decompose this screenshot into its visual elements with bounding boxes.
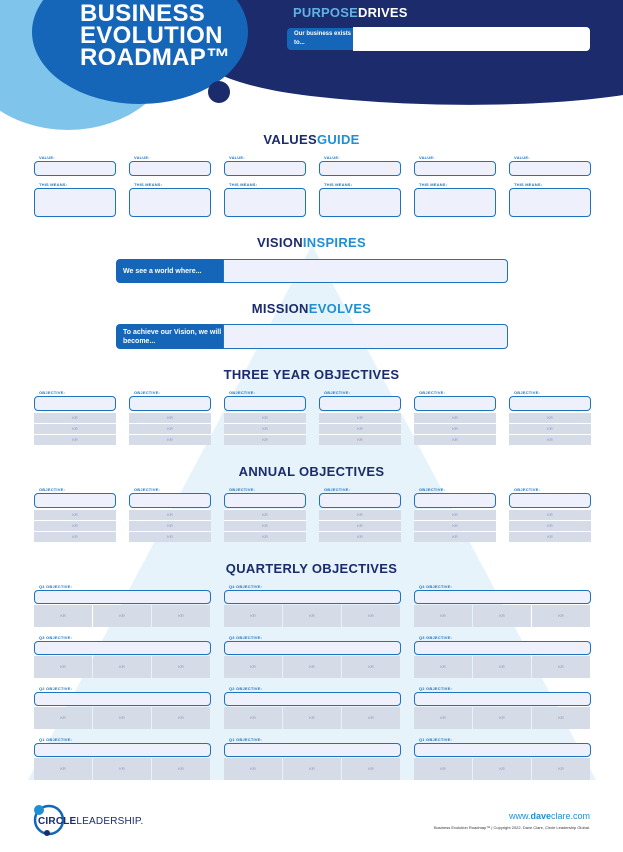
key-result-field[interactable]: KR [342, 656, 400, 678]
quarter-objective-input[interactable] [414, 692, 591, 706]
value-label: VALUE: [39, 155, 55, 160]
footer-url[interactable]: www.daveclare.com [508, 811, 590, 821]
quarter-objective-input[interactable] [34, 692, 211, 706]
title-line-3: ROADMAP™ [80, 44, 231, 71]
key-result-field[interactable]: KR [532, 605, 590, 627]
key-result-field[interactable]: KR [414, 434, 496, 445]
objective-input[interactable] [34, 396, 116, 411]
key-result-field[interactable]: KR [224, 531, 306, 542]
vision-input[interactable] [223, 259, 508, 283]
key-result-field[interactable]: KR [509, 520, 591, 531]
quarter-objective-input[interactable] [414, 641, 591, 655]
key-result-field[interactable]: KR [319, 531, 401, 542]
quarter-objective-input[interactable] [34, 743, 211, 757]
objective-label: OBJECTIVE: [514, 487, 541, 492]
value-input[interactable] [509, 161, 591, 176]
means-label: THIS MEANS: [229, 182, 258, 187]
key-result-field[interactable]: KR [224, 423, 306, 434]
key-result-field[interactable]: KR [224, 509, 306, 520]
title-line-2: EVOLUTION [80, 22, 223, 49]
key-result-field[interactable]: KR [129, 520, 211, 531]
means-label: THIS MEANS: [39, 182, 68, 187]
mission-input[interactable] [223, 324, 508, 349]
objective-input[interactable] [319, 493, 401, 508]
key-result-field[interactable]: KR [509, 509, 591, 520]
key-result-field[interactable]: KR [414, 758, 472, 780]
key-result-field[interactable]: KR [509, 423, 591, 434]
key-result-field[interactable]: KR [319, 412, 401, 423]
key-result-field[interactable]: KR [152, 758, 210, 780]
objective-label: OBJECTIVE: [419, 390, 446, 395]
quarter-objective-label: Q2 OBJECTIVE: [419, 686, 453, 691]
quarter-objective-label: Q3 OBJECTIVE: [39, 635, 73, 640]
key-result-field[interactable]: KR [319, 434, 401, 445]
key-result-field[interactable]: KR [224, 520, 306, 531]
quarter-objective-input[interactable] [414, 743, 591, 757]
quarter-objective-label: Q2 OBJECTIVE: [39, 686, 73, 691]
means-label: THIS MEANS: [419, 182, 448, 187]
quarter-objective-input[interactable] [34, 641, 211, 655]
key-result-field[interactable]: KR [152, 656, 210, 678]
key-result-field[interactable]: KR [342, 605, 400, 627]
footer-logo: CIRCLELEADERSHIP. [38, 816, 144, 827]
objective-input[interactable] [129, 493, 211, 508]
means-input[interactable] [129, 188, 211, 217]
key-result-field[interactable]: KR [509, 434, 591, 445]
means-label: THIS MEANS: [324, 182, 353, 187]
objective-input[interactable] [34, 493, 116, 508]
key-result-field[interactable]: KR [319, 520, 401, 531]
quarter-objective-input[interactable] [414, 590, 591, 604]
vision-label: We see a world where... [116, 259, 224, 283]
quarter-objective-input[interactable] [224, 641, 401, 655]
objective-label: OBJECTIVE: [229, 390, 256, 395]
means-input[interactable] [509, 188, 591, 217]
objective-label: OBJECTIVE: [324, 487, 351, 492]
key-result-field[interactable]: KR [319, 423, 401, 434]
key-result-field[interactable]: KR [283, 758, 341, 780]
quarter-objective-input[interactable] [224, 590, 401, 604]
quarterly-title: QUARTERLY OBJECTIVES [225, 561, 398, 576]
key-result-field[interactable]: KR [152, 605, 210, 627]
key-result-field[interactable]: KR [283, 656, 341, 678]
key-result-field[interactable]: KR [129, 412, 211, 423]
objective-input[interactable] [129, 396, 211, 411]
purpose-title: PURPOSEDRIVES [293, 5, 408, 20]
key-result-field[interactable]: KR [414, 707, 472, 729]
quarter-objective-label: Q3 OBJECTIVE: [419, 635, 453, 640]
mission-title: MISSIONEVOLVES [251, 301, 372, 316]
key-result-field[interactable]: KR [342, 707, 400, 729]
key-result-field[interactable]: KR [414, 656, 472, 678]
key-result-field[interactable]: KR [319, 509, 401, 520]
value-label: VALUE: [419, 155, 435, 160]
objective-input[interactable] [414, 396, 496, 411]
key-result-field[interactable]: KR [93, 656, 151, 678]
key-result-field[interactable]: KR [34, 605, 92, 627]
key-result-field[interactable]: KR [129, 509, 211, 520]
quarter-objective-label: Q4 OBJECTIVE: [419, 584, 453, 589]
footer-copyright: Business Evolution Roadmap™ | Copyright 2022. Dave Clare, Circle Leadership Global. [433, 825, 590, 830]
key-result-field[interactable]: KR [532, 758, 590, 780]
key-result-field[interactable]: KR [224, 412, 306, 423]
key-result-field[interactable]: KR [509, 531, 591, 542]
purpose-input[interactable] [353, 27, 590, 51]
quarter-objective-label: Q4 OBJECTIVE: [229, 584, 263, 589]
value-input[interactable] [129, 161, 211, 176]
quarter-objective-label: Q1 OBJECTIVE: [229, 737, 263, 742]
mission-label: To achieve our Vision, we will become... [116, 324, 224, 349]
quarter-objective-label: Q4 OBJECTIVE: [39, 584, 73, 589]
title-line-1: BUSINESS [80, 0, 206, 27]
means-label: THIS MEANS: [514, 182, 543, 187]
means-label: THIS MEANS: [134, 182, 163, 187]
value-input[interactable] [34, 161, 116, 176]
means-input[interactable] [224, 188, 306, 217]
key-result-field[interactable]: KR [34, 412, 116, 423]
objective-input[interactable] [509, 493, 591, 508]
key-result-field[interactable]: KR [414, 531, 496, 542]
vision-title: VISIONINSPIRES [257, 235, 366, 250]
quarter-objective-label: Q1 OBJECTIVE: [419, 737, 453, 742]
objective-input[interactable] [509, 396, 591, 411]
value-label: VALUE: [134, 155, 150, 160]
key-result-field[interactable]: KR [532, 707, 590, 729]
key-result-field[interactable]: KR [224, 656, 282, 678]
annual-title: ANNUAL OBJECTIVES [238, 464, 385, 479]
key-result-field[interactable]: KR [224, 434, 306, 445]
objective-input[interactable] [319, 396, 401, 411]
key-result-field[interactable]: KR [414, 423, 496, 434]
key-result-field[interactable]: KR [342, 758, 400, 780]
value-label: VALUE: [324, 155, 340, 160]
key-result-field[interactable]: KR [34, 758, 92, 780]
key-result-field[interactable]: KR [34, 509, 116, 520]
objective-label: OBJECTIVE: [514, 390, 541, 395]
objective-input[interactable] [224, 396, 306, 411]
key-result-field[interactable]: KR [34, 434, 116, 445]
value-input[interactable] [224, 161, 306, 176]
key-result-field[interactable]: KR [224, 758, 282, 780]
key-result-field[interactable]: KR [129, 531, 211, 542]
key-result-field[interactable]: KR [414, 509, 496, 520]
means-input[interactable] [34, 188, 116, 217]
value-input[interactable] [414, 161, 496, 176]
key-result-field[interactable]: KR [34, 423, 116, 434]
objective-label: OBJECTIVE: [419, 487, 446, 492]
objective-label: OBJECTIVE: [229, 487, 256, 492]
objective-input[interactable] [224, 493, 306, 508]
key-result-field[interactable]: KR [509, 412, 591, 423]
objective-label: OBJECTIVE: [39, 487, 66, 492]
key-result-field[interactable]: KR [473, 656, 531, 678]
three-year-title: THREE YEAR OBJECTIVES [223, 367, 400, 382]
key-result-field[interactable]: KR [473, 758, 531, 780]
key-result-field[interactable]: KR [93, 707, 151, 729]
key-result-field[interactable]: KR [414, 605, 472, 627]
key-result-field[interactable]: KR [34, 520, 116, 531]
key-result-field[interactable]: KR [34, 531, 116, 542]
key-result-field[interactable]: KR [473, 605, 531, 627]
key-result-field[interactable]: KR [93, 605, 151, 627]
values-title: VALUESGUIDE [263, 132, 360, 147]
key-result-field[interactable]: KR [414, 520, 496, 531]
key-result-field[interactable]: KR [34, 656, 92, 678]
quarter-objective-input[interactable] [34, 590, 211, 604]
key-result-field[interactable]: KR [283, 707, 341, 729]
quarter-objective-input[interactable] [224, 692, 401, 706]
key-result-field[interactable]: KR [532, 656, 590, 678]
key-result-field[interactable]: KR [152, 707, 210, 729]
purpose-label: Our business exists to... [287, 28, 353, 50]
objective-input[interactable] [414, 493, 496, 508]
objective-label: OBJECTIVE: [134, 487, 161, 492]
key-result-field[interactable]: KR [129, 423, 211, 434]
objective-label: OBJECTIVE: [324, 390, 351, 395]
quarter-objective-label: Q3 OBJECTIVE: [229, 635, 263, 640]
quarter-objective-label: Q2 OBJECTIVE: [229, 686, 263, 691]
key-result-field[interactable]: KR [283, 605, 341, 627]
key-result-field[interactable]: KR [414, 412, 496, 423]
objective-label: OBJECTIVE: [39, 390, 66, 395]
key-result-field[interactable]: KR [93, 758, 151, 780]
key-result-field[interactable]: KR [224, 605, 282, 627]
quarter-objective-label: Q1 OBJECTIVE: [39, 737, 73, 742]
key-result-field[interactable]: KR [129, 434, 211, 445]
means-input[interactable] [319, 188, 401, 217]
key-result-field[interactable]: KR [224, 707, 282, 729]
means-input[interactable] [414, 188, 496, 217]
objective-label: OBJECTIVE: [134, 390, 161, 395]
value-label: VALUE: [229, 155, 245, 160]
key-result-field[interactable]: KR [34, 707, 92, 729]
value-input[interactable] [319, 161, 401, 176]
key-result-field[interactable]: KR [473, 707, 531, 729]
value-label: VALUE: [514, 155, 530, 160]
quarter-objective-input[interactable] [224, 743, 401, 757]
